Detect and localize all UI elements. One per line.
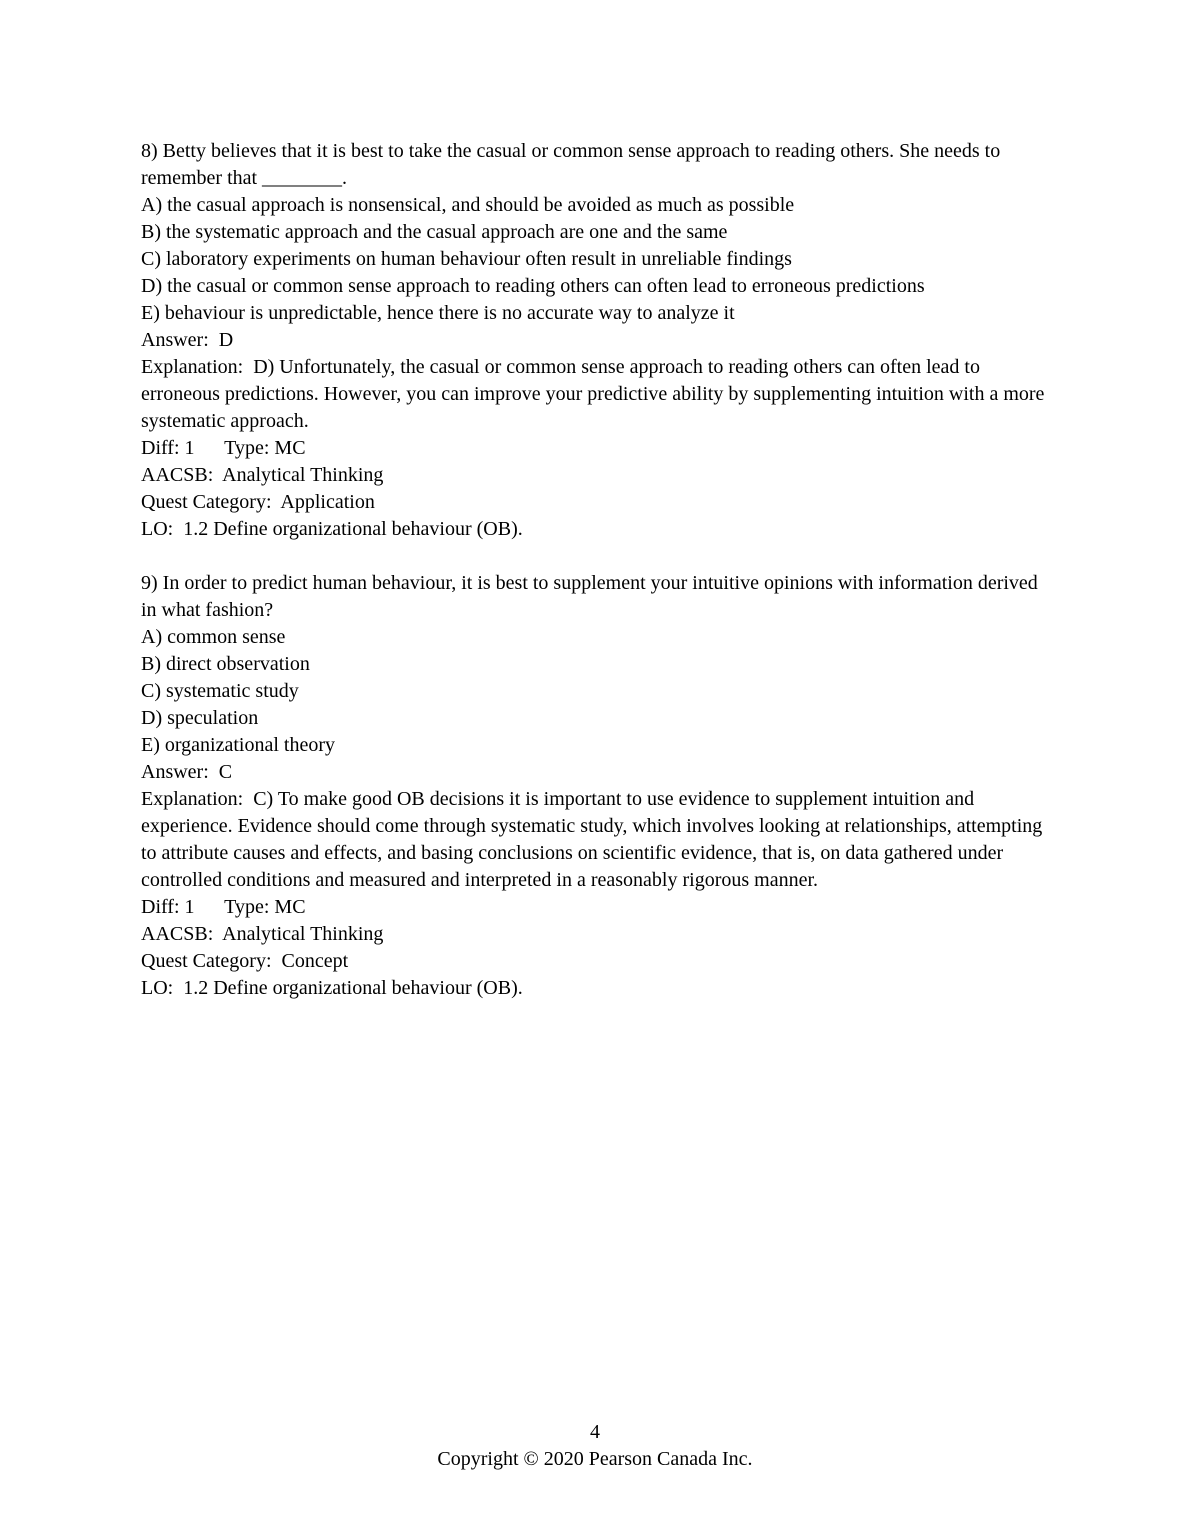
question-stem: 9) In order to predict human behaviour, it is best to supplement your intuitive opinions with information derived in what fashion? bbox=[141, 572, 1043, 621]
option-e: E) organizational theory bbox=[141, 734, 336, 756]
explanation-text: Explanation: C) To make good OB decisions it is important to use evidence to supplement intuition and experience. Evidence should come through systematic study, which involves looking at relationships, attempting to attribute causes and effects, and basing conclusions on scientific evidence, that is, on data gathered under controlled conditions and measured and interpreted in a reasonably rigorous manner. bbox=[141, 788, 1048, 891]
question-separator bbox=[141, 543, 1049, 570]
option-a: A) the casual approach is nonsensical, and should be avoided as much as possible bbox=[141, 194, 795, 216]
lo-line: LO: 1.2 Define organizational behaviour (OB). bbox=[141, 977, 523, 999]
lo-line: LO: 1.2 Define organizational behaviour (OB). bbox=[141, 518, 523, 540]
aacsb-line: AACSB: Analytical Thinking bbox=[141, 464, 384, 486]
question-stem: 8) Betty believes that it is best to take the casual or common sense approach to reading others. She needs to remember that ________. bbox=[141, 140, 1006, 189]
page-footer bbox=[0, 1419, 1190, 1473]
quest-category-line: Quest Category: Concept bbox=[141, 950, 349, 972]
option-d: D) speculation bbox=[141, 707, 259, 729]
diff-type-line: Diff: 1 Type: MC bbox=[141, 896, 306, 918]
answer-line: Answer: C bbox=[141, 761, 233, 783]
explanation-text: Explanation: D) Unfortunately, the casual or common sense approach to reading others can often lead to erroneous predictions. However, you can improve your predictive ability by supplementing intuition with a more systematic approach. bbox=[141, 356, 1050, 432]
aacsb-line: AACSB: Analytical Thinking bbox=[141, 923, 384, 945]
copyright-notice: Copyright © 2020 Pearson Canada Inc. bbox=[437, 1448, 753, 1470]
option-e: E) behaviour is unpredictable, hence there is no accurate way to analyze it bbox=[141, 302, 735, 324]
page-content bbox=[141, 138, 1049, 1002]
question-block-9 bbox=[141, 570, 1049, 1002]
question-block-8 bbox=[141, 138, 1049, 543]
answer-line: Answer: D bbox=[141, 329, 234, 351]
option-a: A) common sense bbox=[141, 626, 286, 648]
page-number: 4 bbox=[590, 1421, 600, 1443]
option-c: C) systematic study bbox=[141, 680, 299, 702]
option-d: D) the casual or common sense approach to reading others can often lead to erroneous predictions bbox=[141, 275, 925, 297]
option-c: C) laboratory experiments on human behaviour often result in unreliable findings bbox=[141, 248, 792, 270]
quest-category-line: Quest Category: Application bbox=[141, 491, 375, 513]
diff-type-line: Diff: 1 Type: MC bbox=[141, 437, 306, 459]
option-b: B) direct observation bbox=[141, 653, 310, 675]
option-b: B) the systematic approach and the casual approach are one and the same bbox=[141, 221, 728, 243]
